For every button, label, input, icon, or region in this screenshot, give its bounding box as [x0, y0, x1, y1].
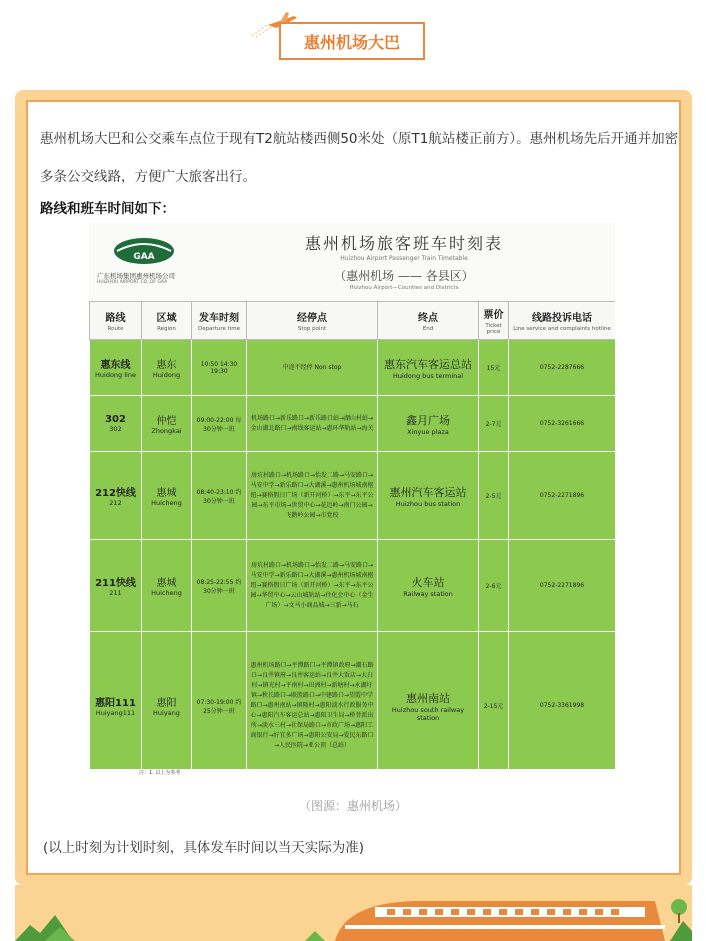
price-cell: 2-15元	[479, 632, 509, 777]
timetable-title-en: Huizhou Airport Passenger Train Timetable	[340, 255, 468, 262]
region-cell: 惠城 Huicheng	[142, 452, 192, 540]
end-cell: 惠州汽车客运站 Huizhou bus station	[378, 452, 479, 540]
time-cell: 08:25-22:55 约30分钟一班	[192, 540, 247, 632]
region-cell: 惠东 Huidong	[142, 340, 192, 396]
col-header: 经停点 Stop point	[247, 302, 378, 340]
end-cell: 鑫月广场 Xinyue plaza	[378, 396, 479, 452]
region-cell: 惠阳 Huiyang	[142, 632, 192, 777]
stops-cell: 惠州机场路口→平潭路口→平潭镇政府→潮石路口→良井镇府→良井客运站→良井大饭店→大白村→镇光村→平南村→田洲村→新塘村→永湖圩镇→秋长路口→联胜路口→中建路口→望霞中学路口→惠州南站→镇隆村→惠阳淡水行政服务中心→惠阳汽车客运总站→惠阳卫生局→桥背派出所→淡水三村→社保局路口→市政广场→惠阳工商银行→好宜多广场→惠阳公安局→爱民东路口→人民医院→亚公顶（总站）	[247, 632, 378, 777]
route-cell: 惠东线 Huidong line	[90, 340, 142, 396]
stops-cell: 房坑村路口→机场路口→怡发二路→马安路口→马安中学→新乐路口→大湖溪→惠州机场城南枢纽→赛格假日广场（新开河桥）→东平→东平公园→东平市场→世贸中心→花边岭→南门公园→飞鹅岭公园→市党校	[247, 452, 378, 540]
intro-paragraph: 惠州机场大巴和公交乘车点位于现有T2航站楼西侧50米处（原T1航站楼正前方）。惠州机场先后开通并加密多条公交线路，方便广大旅客出行。	[40, 131, 679, 185]
timetable-subtitle-en: Huizhou Airport—Counties and Districts	[349, 285, 459, 291]
col-header: 发车时刻 Departure time	[192, 302, 247, 340]
table-row	[90, 540, 616, 632]
col-header: 线路投诉电话 Line service and complaints hotline	[509, 302, 616, 340]
phone-cell: 0752-3361998	[509, 632, 616, 777]
region-cell: 仲恺 Zhongkai	[142, 396, 192, 452]
table-row	[90, 396, 616, 452]
price-cell: 2-7元	[479, 396, 509, 452]
stops-cell: 中途不经停 Non stop	[247, 340, 378, 396]
region-cell: 惠城 Huicheng	[142, 540, 192, 632]
phone-cell: 0752-2271896	[509, 540, 616, 632]
price-cell: 2-5元	[479, 452, 509, 540]
route-cell: 302 302	[90, 396, 142, 452]
page-title: 惠州机场大巴	[279, 22, 425, 60]
col-header: 路线 Route	[90, 302, 142, 340]
timetable-header	[89, 223, 615, 301]
route-cell: 惠阳111 Huiyang111	[90, 632, 142, 777]
company-name: 广东机场集团惠州机场公司	[97, 272, 175, 280]
routes-heading: 路线和班车时间如下：	[40, 201, 175, 217]
time-cell: 09:00-22:00 每30分钟一班	[192, 396, 247, 452]
price-cell: 15元	[479, 340, 509, 396]
timetable-subtitle: （惠州机场 —— 各县区）	[334, 269, 474, 283]
col-header: 终点 End	[378, 302, 479, 340]
route-cell: 212快线 212	[90, 452, 142, 540]
timetable-footnote: 注：1. 以上为参考	[89, 769, 615, 776]
phone-cell: 0752-3261666	[509, 396, 616, 452]
end-cell: 惠州南站 Huizhou south railway station	[378, 632, 479, 777]
col-header: 票价 Ticket price	[479, 302, 509, 340]
stops-cell: 机场路口→新乐路口→新乐路口站→湖山村站→金山湖北路口→南线客运站→惠环华轨站→海关	[247, 396, 378, 452]
table-row	[90, 632, 616, 777]
price-cell: 2-6元	[479, 540, 509, 632]
table-header-row	[90, 302, 616, 340]
time-cell: 08:40-23:10 约30分钟一班	[192, 452, 247, 540]
col-header: 区域 Region	[142, 302, 192, 340]
end-cell: 惠东汽车客运总站 Huidong bus terminal	[378, 340, 479, 396]
phone-cell: 0752-2271896	[509, 452, 616, 540]
end-cell: 火车站 Railway station	[378, 540, 479, 632]
svg-text:GAA: GAA	[133, 252, 155, 262]
image-caption: （图源：惠州机场）	[298, 799, 407, 813]
table-row	[90, 340, 616, 396]
time-cell: 07:30-19:00 约25分钟一班	[192, 632, 247, 777]
timetable-title: 惠州机场旅客班车时刻表	[304, 234, 503, 253]
stops-cell: 房坑村路口→机场路口→怡发二路→马安路口→马安中学→新乐路口→大湖溪→惠州机场城南枢纽→赛格假日广场（新开河桥）→东平→东平公园→华贸中心→云山城轨站→住化会中心（金生广场）→文马小商品城→三新→马石	[247, 540, 378, 632]
time-cell: 10:50 14:30 19:30	[192, 340, 247, 396]
timetable-image	[89, 223, 615, 776]
gaa-logo-icon	[109, 233, 179, 273]
phone-cell: 0752-2287666	[509, 340, 616, 396]
table-row	[90, 452, 616, 540]
timetable-table	[89, 301, 615, 776]
company-name-en: HUIZHOU AIRPORT CO.,OF GAA	[97, 280, 168, 285]
route-cell: 211快线 211	[90, 540, 142, 632]
train-illustration-icon	[15, 885, 692, 941]
schedule-note: (以上时刻为计划时刻，具体发车时间以当天实际为准)	[43, 840, 365, 856]
